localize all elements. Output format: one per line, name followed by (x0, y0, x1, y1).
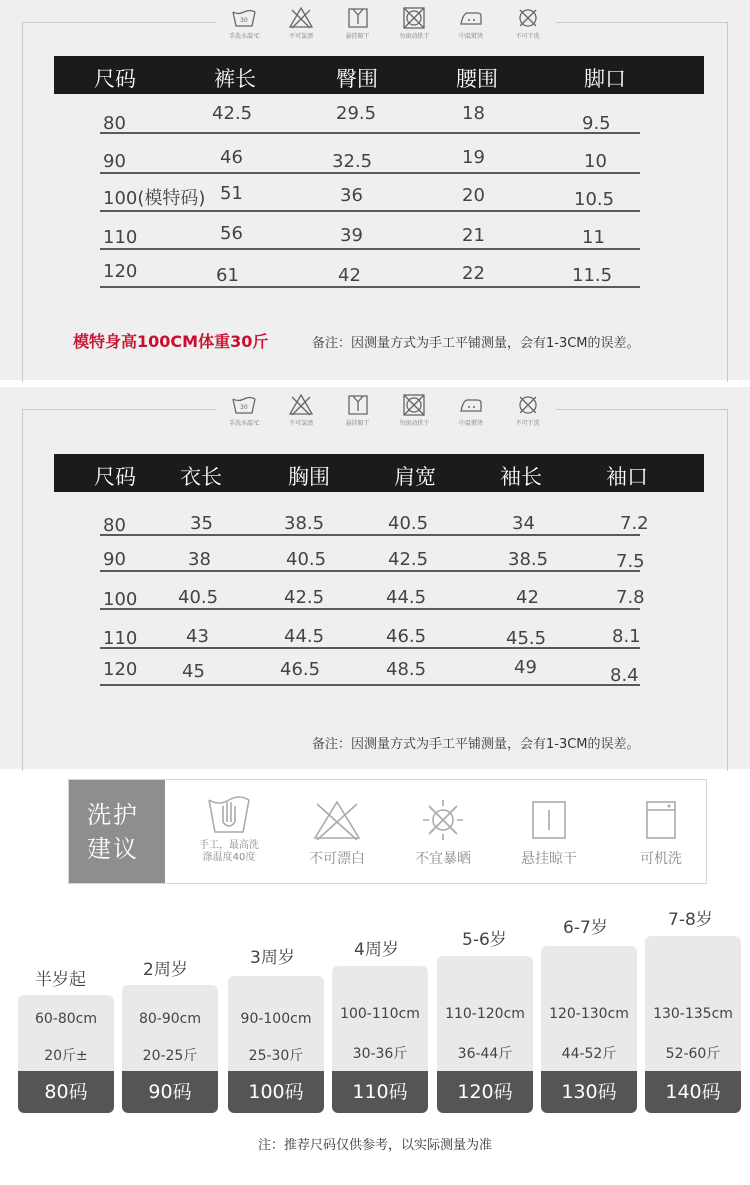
value-cell: 10 (584, 151, 607, 172)
height-range: 130-135cm (653, 1006, 733, 1022)
no-tumble-dry-icon (401, 6, 427, 30)
value-cell: 61 (216, 265, 239, 286)
care-item (218, 393, 270, 427)
header-cell: 尺码 (94, 67, 136, 91)
header-cell: 胸围 (288, 465, 330, 489)
wash-item (309, 796, 365, 868)
size-cell: 120 (103, 659, 138, 680)
value-cell: 42.5 (284, 587, 325, 608)
header-cell: 尺码 (94, 465, 136, 489)
value-cell: 8.4 (610, 665, 639, 686)
svg-text:30: 30 (240, 404, 248, 411)
age-label: 2周岁 (143, 960, 188, 980)
height-range: 100-110cm (340, 1006, 420, 1022)
value-cell: 51 (220, 183, 243, 204)
size-code: 80码 (18, 1071, 114, 1113)
care-caption: 不可氯漂 (288, 33, 313, 40)
height-range: 120-130cm (549, 1006, 629, 1022)
value-cell: 20 (462, 185, 485, 206)
weight-range: 20斤± (44, 1048, 88, 1064)
wash-label: 可机洗 (640, 851, 682, 867)
care-item (275, 393, 327, 427)
age-label: 3周岁 (250, 948, 295, 968)
care-item (388, 393, 440, 427)
value-cell: 40.5 (178, 587, 219, 608)
value-cell: 7.8 (616, 587, 645, 608)
care-caption: 不可干洗 (515, 33, 540, 40)
age-label: 7-8岁 (668, 910, 713, 930)
panel-frame (22, 22, 23, 382)
no-bleach-icon (311, 796, 363, 844)
svg-text:30: 30 (240, 17, 248, 24)
height-range: 60-80cm (34, 1011, 97, 1027)
pants-size-panel (0, 0, 750, 380)
size-card (541, 946, 637, 1113)
footer-note: 注：推荐尺码仅供参考，以实际测量为准 (257, 1138, 492, 1153)
size-card (122, 985, 218, 1113)
header-cell: 肩宽 (394, 465, 436, 489)
value-cell: 10.5 (574, 189, 615, 210)
size-cell (103, 184, 205, 210)
care-item (502, 6, 554, 40)
wash-care-box (68, 779, 707, 884)
value-cell: 38.5 (284, 513, 325, 534)
value-cell: 42 (516, 587, 539, 608)
value-cell: 36 (340, 185, 363, 206)
value-cell: 18 (462, 103, 485, 124)
value-cell: 34 (512, 513, 535, 534)
wash-title-line: 建议 (87, 835, 139, 863)
panel-frame (22, 409, 23, 771)
table-row (100, 536, 645, 572)
size-cell: 110 (103, 628, 138, 649)
no-bleach-icon (288, 393, 314, 417)
header-cell: 腰围 (456, 67, 498, 91)
hang-dry-icon (345, 6, 371, 30)
table-row (100, 138, 640, 174)
value-cell: 46.5 (386, 626, 427, 647)
wash-item (415, 796, 471, 868)
value-cell: 44.5 (386, 587, 427, 608)
value-cell: 42.5 (212, 103, 253, 124)
value-cell: 42.5 (388, 549, 429, 570)
header-cell: 衣长 (180, 465, 222, 489)
size-card (332, 966, 428, 1113)
no-sun-icon (417, 796, 469, 844)
care-item (445, 393, 497, 427)
care-caption: 不可氯漂 (288, 420, 313, 427)
value-cell: 48.5 (386, 659, 427, 680)
value-cell: 45.5 (506, 628, 547, 649)
machine-wash-icon (635, 796, 687, 844)
care-caption: 手洗水温℃ (228, 420, 260, 427)
value-cell: 46.5 (280, 659, 321, 680)
size-card (645, 936, 741, 1113)
wash-label: 手工，最高洗 (199, 840, 259, 851)
table-row (100, 252, 640, 288)
hang-dry-icon (523, 796, 575, 844)
no-bleach-icon (288, 6, 314, 30)
care-caption: 悬挂晾干 (345, 33, 370, 40)
height-range: 80-90cm (138, 1011, 201, 1027)
wash-label: 不宜暴晒 (415, 851, 471, 867)
size-card (437, 956, 533, 1113)
value-cell: 11 (582, 227, 605, 248)
size-cell: 100 (103, 589, 138, 610)
no-dry-clean-icon (515, 6, 541, 30)
care-caption: 不可干洗 (515, 420, 540, 427)
age-label: 6-7岁 (563, 918, 608, 938)
size-card (228, 976, 324, 1113)
size-value: 100 (103, 188, 138, 209)
size-code: 90码 (122, 1071, 218, 1113)
care-item (332, 6, 384, 40)
hang-dry-icon (345, 393, 371, 417)
hand-wash-30-icon (231, 6, 257, 30)
value-cell: 43 (186, 626, 209, 647)
value-cell: 56 (220, 223, 243, 244)
size-code: 110码 (332, 1071, 428, 1113)
wash-care-title (69, 780, 165, 883)
care-caption: 中温熨烫 (458, 33, 483, 40)
care-icon-strip (216, 387, 556, 445)
value-cell: 21 (462, 225, 485, 246)
model-note: 模特身高100CM体重30斤 (73, 332, 269, 351)
height-range: 110-120cm (445, 1006, 525, 1022)
medium-iron-icon (458, 6, 484, 30)
medium-iron-icon (458, 393, 484, 417)
age-label: 4周岁 (354, 940, 399, 960)
value-cell: 7.5 (616, 551, 645, 572)
header-cell: 臀围 (336, 67, 378, 91)
top-size-panel (0, 387, 750, 769)
care-icon-strip (216, 0, 556, 58)
size-cell: 110 (103, 227, 138, 248)
wash-item (199, 788, 259, 864)
size-cell: 120 (103, 261, 138, 282)
care-caption: 勿滚动烘干 (399, 33, 430, 40)
value-cell: 42 (338, 265, 361, 286)
header-cell: 袖口 (606, 465, 648, 489)
care-item (388, 6, 440, 40)
care-item (275, 6, 327, 40)
age-label: 半岁起 (35, 970, 86, 990)
value-cell: 40.5 (388, 513, 429, 534)
value-cell: 19 (462, 147, 485, 168)
value-cell: 38.5 (508, 549, 549, 570)
wash-title-line: 洗护 (87, 801, 139, 829)
care-caption: 手洗水温℃ (228, 33, 260, 40)
wash-item (521, 796, 577, 868)
size-cell: 80 (103, 515, 126, 536)
value-cell: 49 (514, 657, 537, 678)
value-cell: 9.5 (582, 113, 611, 134)
value-cell: 40.5 (286, 549, 327, 570)
size-code: 100码 (228, 1071, 324, 1113)
hand-wash-30-icon (231, 393, 257, 417)
size-code: 130码 (541, 1071, 637, 1113)
wash-label: 不可漂白 (309, 851, 365, 867)
table-row (100, 574, 645, 610)
panel-frame (727, 409, 728, 771)
care-item (218, 6, 270, 40)
value-cell: 45 (182, 661, 205, 682)
table-row (100, 650, 640, 686)
size-card (18, 995, 114, 1113)
value-cell: 46 (220, 147, 243, 168)
care-item (445, 6, 497, 40)
model-size-tag: (模特码) (137, 188, 206, 209)
no-tumble-dry-icon (401, 393, 427, 417)
size-cell: 90 (103, 151, 126, 172)
wash-label: 悬挂晾干 (521, 851, 577, 867)
weight-range: 44-52斤 (561, 1046, 617, 1062)
value-cell: 39 (340, 225, 363, 246)
value-cell: 44.5 (284, 626, 325, 647)
care-caption: 勿滚动烘干 (399, 420, 430, 427)
size-cell: 90 (103, 549, 126, 570)
height-range: 90-100cm (240, 1011, 312, 1027)
hand-wash-icon (203, 788, 255, 836)
value-cell: 38 (188, 549, 211, 570)
weight-range: 52-60斤 (665, 1046, 721, 1062)
care-caption: 中温熨烫 (458, 420, 483, 427)
value-cell: 35 (190, 513, 213, 534)
wash-label: 涤温度40度 (202, 852, 256, 863)
size-code: 140码 (645, 1071, 741, 1113)
wash-item (635, 796, 687, 868)
header-cell: 袖长 (500, 465, 542, 489)
weight-range: 30-36斤 (352, 1046, 408, 1062)
value-cell: 29.5 (336, 103, 377, 124)
care-item (332, 393, 384, 427)
value-cell: 11.5 (572, 265, 613, 286)
no-dry-clean-icon (515, 393, 541, 417)
weight-range: 36-44斤 (457, 1046, 513, 1062)
panel-frame (727, 22, 728, 382)
top-table-header (54, 454, 704, 492)
value-cell: 7.2 (620, 513, 649, 534)
table-row (100, 98, 640, 134)
care-caption: 悬挂晾干 (345, 420, 370, 427)
value-cell: 22 (462, 263, 485, 284)
table-row (100, 613, 640, 649)
table-row (100, 176, 640, 212)
weight-range: 20-25斤 (142, 1048, 198, 1064)
size-cell: 80 (103, 113, 126, 134)
age-label: 5-6岁 (462, 930, 507, 950)
header-cell: 裤长 (214, 67, 256, 91)
measurement-remark: 备注：因测量方式为手工平铺测量，会有1-3CM的误差。 (312, 737, 640, 752)
measurement-remark: 备注：因测量方式为手工平铺测量，会有1-3CM的误差。 (312, 336, 640, 351)
value-cell: 32.5 (332, 151, 373, 172)
table-row (100, 500, 649, 536)
pants-table-header (54, 56, 704, 94)
care-item (502, 393, 554, 427)
value-cell: 8.1 (612, 626, 641, 647)
weight-range: 25-30斤 (248, 1048, 304, 1064)
table-row (100, 214, 640, 250)
size-code: 120码 (437, 1071, 533, 1113)
header-cell: 脚口 (584, 67, 626, 91)
